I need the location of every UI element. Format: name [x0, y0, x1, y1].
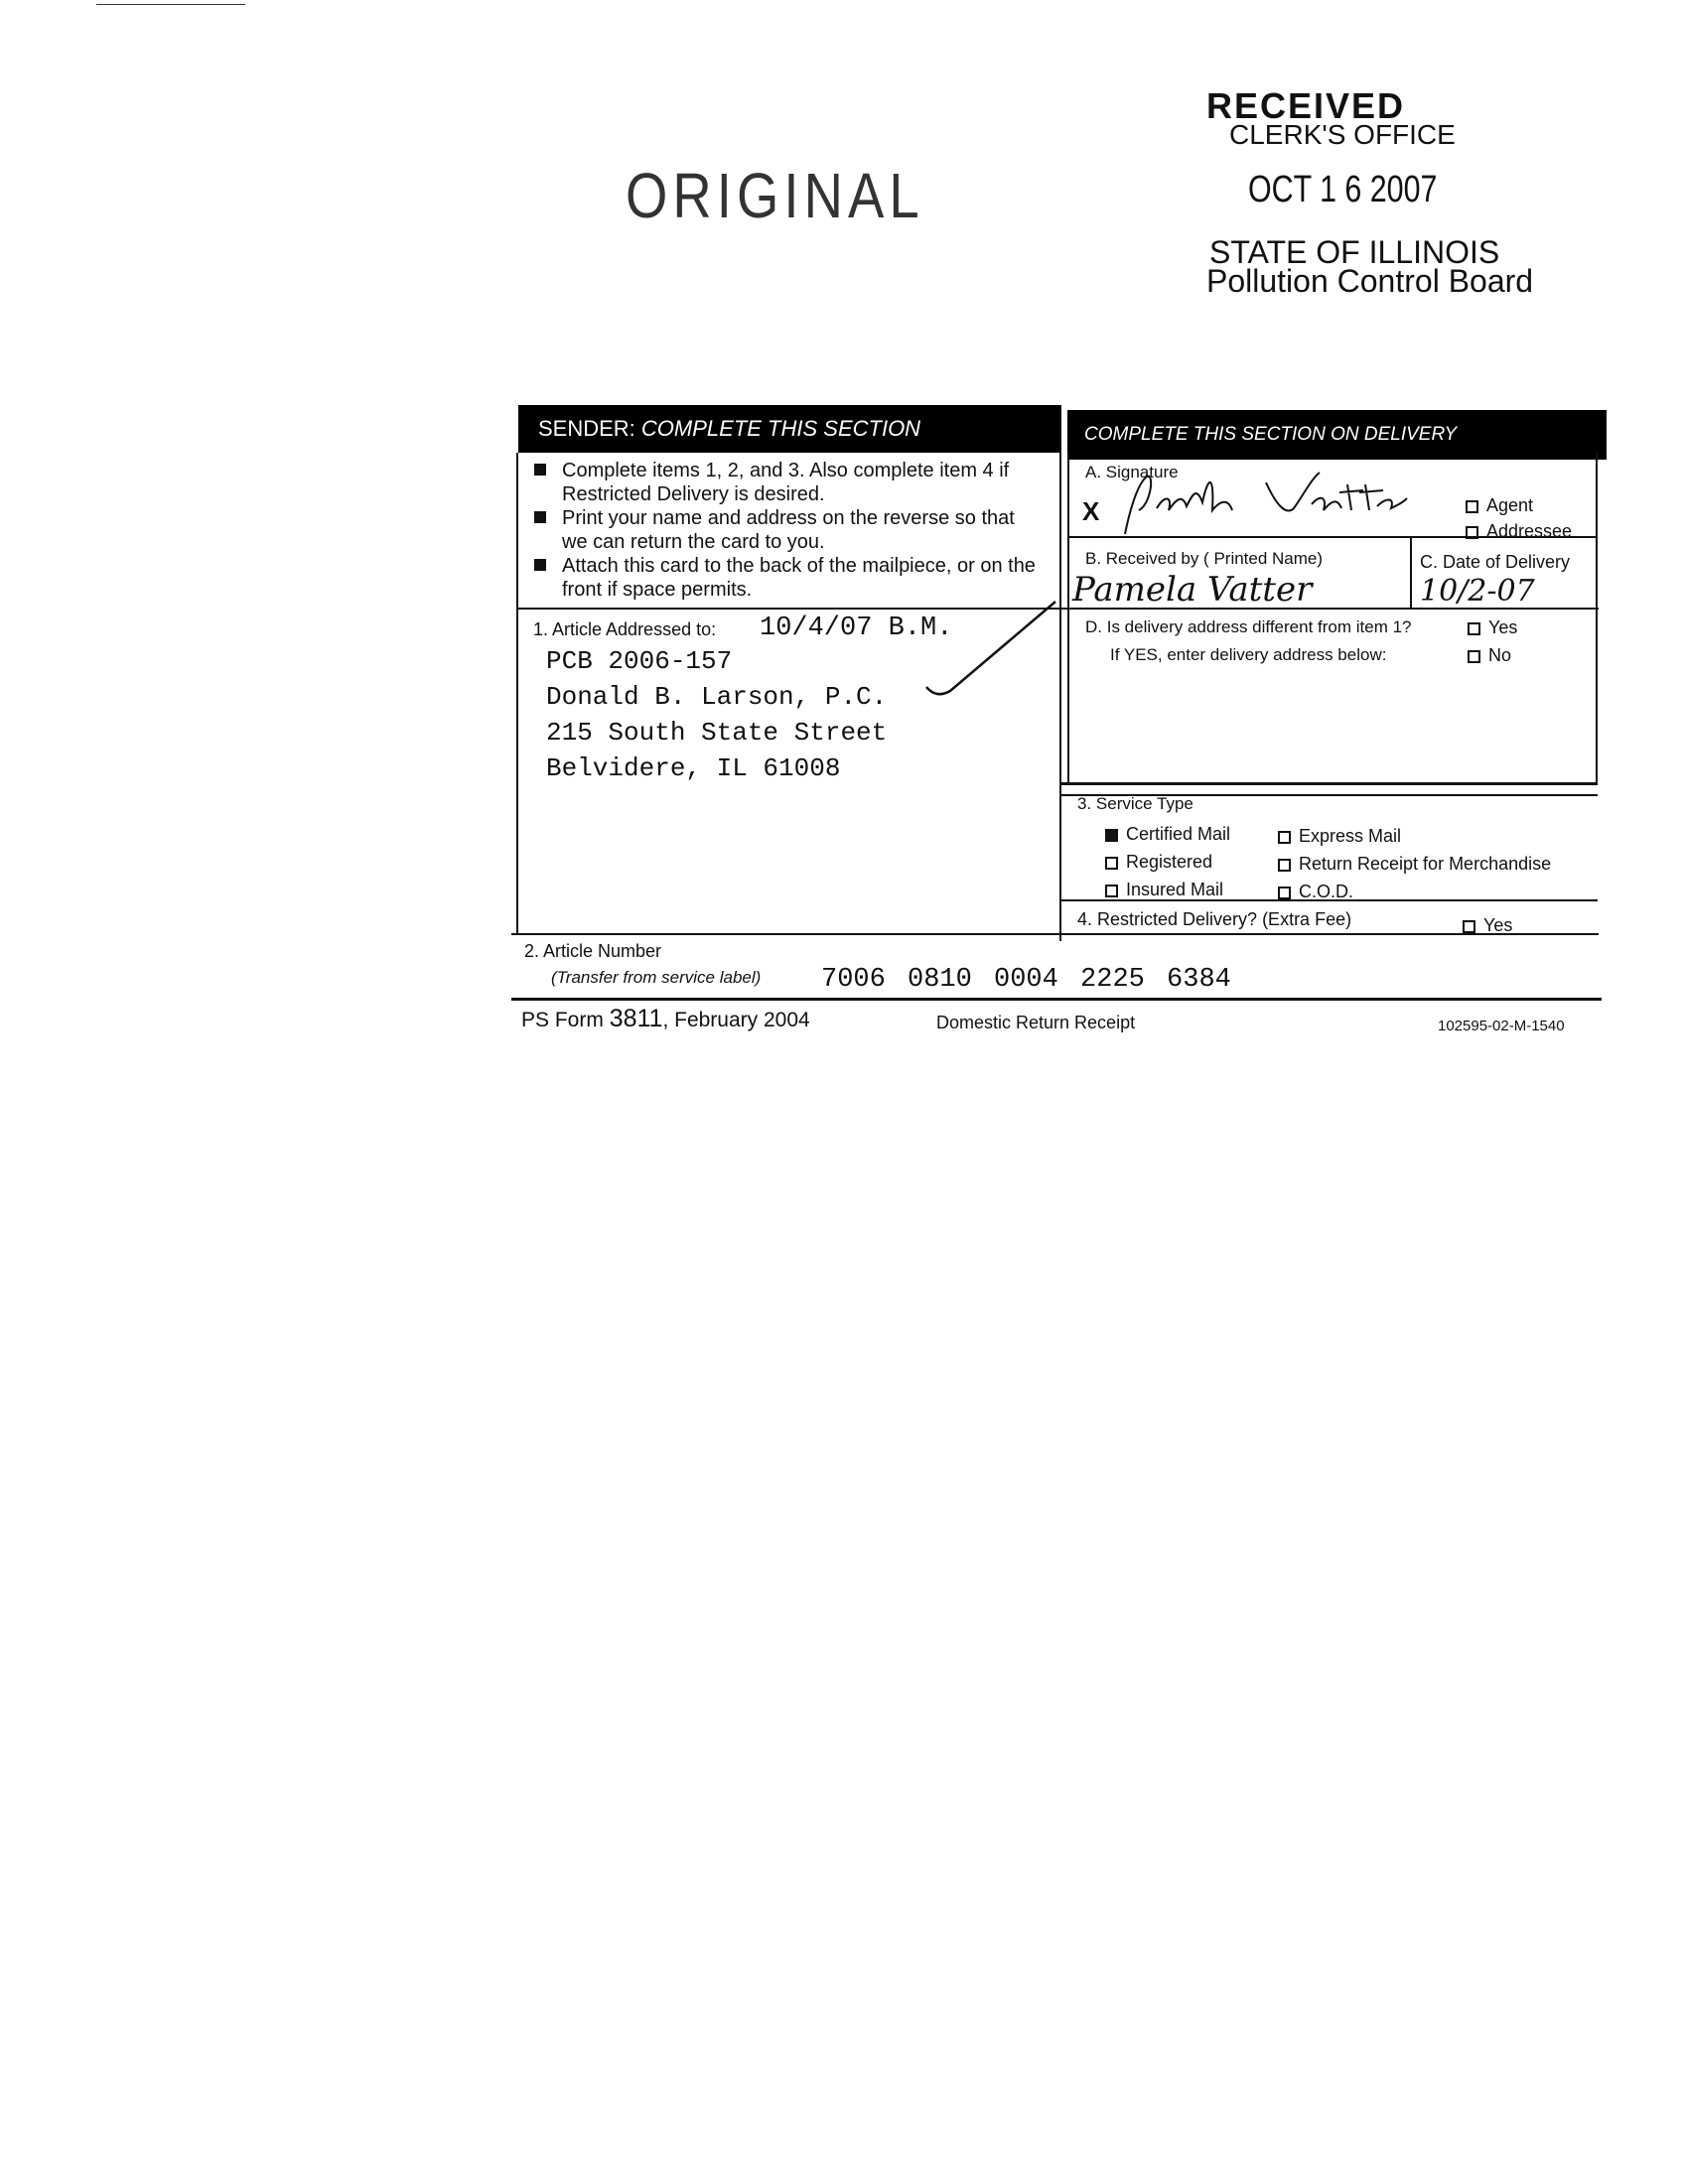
restricted-yes-label: Yes: [1483, 915, 1513, 935]
ps-form-label: [521, 1005, 810, 1033]
registered-label: Registered: [1126, 852, 1213, 872]
received-date-divider: [1410, 536, 1412, 608]
article-handwritten-note: 10/4/07 B.M.: [760, 614, 953, 643]
cod-label: C.O.D.: [1299, 882, 1354, 901]
instruction-item: Print your name and address on the reverse so that we can return the card to you.: [534, 506, 1041, 554]
article-number-line: [511, 998, 1602, 1001]
express-mail-option[interactable]: [1278, 822, 1551, 850]
article-addressed-label: 1. Article Addressed to:: [533, 619, 717, 639]
service-options-left: [1105, 820, 1230, 903]
form-title: Domestic Return Receipt: [936, 1013, 1136, 1032]
card-left-border: [516, 453, 518, 933]
agent-checkbox[interactable]: [1466, 500, 1478, 513]
card-lower-line: [511, 933, 1599, 935]
cod-option[interactable]: [1278, 878, 1551, 905]
address-line: 215 South State Street: [546, 718, 888, 748]
sender-header: [518, 405, 1059, 453]
agent-addressee-options: [1466, 492, 1572, 544]
top-rule: [96, 4, 245, 5]
address-line: Donald B. Larson, P.C.: [546, 682, 888, 712]
insured-mail-checkbox[interactable]: [1105, 885, 1118, 897]
stamp-clerks-office: CLERK'S OFFICE: [1229, 119, 1456, 150]
d-no-checkbox[interactable]: [1468, 650, 1480, 663]
d-question-line1: D. Is delivery address different from item 1?: [1085, 617, 1412, 636]
d-no-option[interactable]: [1468, 641, 1517, 669]
address-line: PCB 2006-157: [546, 646, 733, 676]
registered-option[interactable]: [1105, 848, 1230, 876]
signature-label: A. Signature: [1085, 463, 1179, 481]
restricted-yes-checkbox[interactable]: [1463, 920, 1475, 933]
address-line: Belvidere, IL 61008: [546, 753, 841, 783]
service-options-right: [1278, 822, 1551, 905]
return-receipt-checkbox[interactable]: [1278, 859, 1291, 872]
ps-form-text: PS Form: [521, 1009, 604, 1031]
checkmark-stroke: [918, 596, 1067, 715]
ps-form-date: , February 2004: [662, 1009, 810, 1031]
addressee-checkbox[interactable]: [1466, 526, 1478, 539]
delivery-left-border: [1067, 453, 1069, 782]
d-question-line2: If YES, enter delivery address below:: [1110, 645, 1387, 664]
addressee-option[interactable]: [1466, 518, 1572, 544]
restricted-delivery-label: 4. Restricted Delivery? (Extra Fee): [1077, 909, 1352, 929]
received-by-label: B. Received by ( Printed Name): [1085, 549, 1324, 568]
signature-x: X: [1082, 496, 1100, 526]
delivery-address-options: [1468, 614, 1517, 669]
addressee-label: Addressee: [1486, 521, 1573, 541]
return-receipt-label: Return Receipt for Merchandise: [1299, 854, 1552, 874]
certified-mail-checkbox[interactable]: [1105, 829, 1118, 842]
sender-instructions: [534, 459, 1041, 602]
cod-checkbox[interactable]: [1278, 887, 1291, 899]
express-mail-checkbox[interactable]: [1278, 831, 1291, 844]
date-of-delivery-value: 10/2-07: [1420, 574, 1535, 609]
restricted-yes-option[interactable]: [1463, 915, 1512, 936]
service-type-label: 3. Service Type: [1077, 794, 1193, 813]
delivery-header: COMPLETE THIS SECTION ON DELIVERY: [1067, 410, 1607, 460]
article-number-value: 7006 0810 0004 2225 6384: [821, 965, 1231, 995]
d-yes-label: Yes: [1488, 617, 1518, 637]
received-by-value: Pamela Vatter: [1072, 570, 1313, 610]
d-yes-checkbox[interactable]: [1468, 622, 1480, 635]
delivery-bottom-line: [1059, 782, 1598, 785]
insured-mail-option[interactable]: [1105, 876, 1230, 903]
delivery-right-border: [1596, 453, 1598, 782]
ps-form-number: 3811: [609, 1005, 663, 1032]
stamp-received: RECEIVED: [1206, 85, 1406, 126]
signature-scribble: [1117, 465, 1415, 544]
return-receipt-option[interactable]: [1278, 850, 1551, 878]
recipient-address: [546, 643, 887, 786]
stamp-board: Pollution Control Board: [1206, 263, 1534, 299]
insured-mail-label: Insured Mail: [1126, 880, 1224, 899]
original-watermark: ORIGINAL: [626, 160, 924, 231]
delivery-address-question: [1085, 614, 1412, 669]
d-no-label: No: [1488, 645, 1512, 665]
d-yes-option[interactable]: [1468, 614, 1517, 641]
stamp-date: OCT 1 6 2007: [1248, 169, 1438, 210]
article-number-sublabel: (Transfer from service label): [551, 968, 762, 987]
stamp-state: STATE OF ILLINOIS: [1209, 234, 1500, 270]
agent-label: Agent: [1486, 495, 1534, 515]
instruction-item: Complete items 1, 2, and 3. Also complete item 4 if Restricted Delivery is desired.: [534, 459, 1041, 506]
sender-header-bold: SENDER:: [538, 416, 635, 441]
certified-mail-label: Certified Mail: [1126, 824, 1231, 844]
registered-checkbox[interactable]: [1105, 857, 1118, 870]
sender-header-italic: COMPLETE THIS SECTION: [640, 416, 921, 441]
express-mail-label: Express Mail: [1299, 826, 1402, 846]
form-code: 102595-02-M-1540: [1438, 1018, 1565, 1034]
date-of-delivery-label: C. Date of Delivery: [1420, 552, 1571, 572]
agent-option[interactable]: [1466, 492, 1572, 518]
instruction-item: Attach this card to the back of the mailpiece, or on the front if space permits.: [534, 554, 1041, 602]
article-number-label: 2. Article Number: [524, 941, 662, 961]
certified-mail-option[interactable]: [1105, 820, 1230, 848]
